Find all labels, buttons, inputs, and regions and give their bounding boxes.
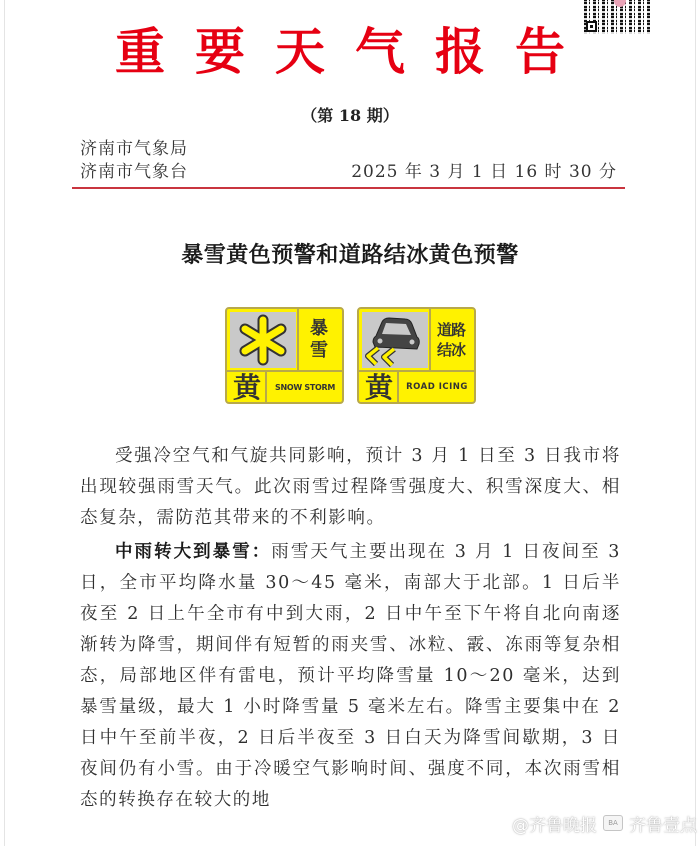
report-title	[110, 20, 570, 84]
warning-type-line: 雪	[310, 340, 328, 361]
skidding-car-icon	[362, 312, 428, 368]
snowflake-icon	[230, 312, 296, 368]
title-char: 要	[195, 22, 245, 81]
paragraph-text: 受强冷空气和气旋共同影响，预计 3 月 1 日至 3 日我市将出现较强雨雪天气。此次雨雪过程降雪强度大、积雪深度大、相态复杂，需防范其带来的不利影响。	[80, 446, 621, 528]
title-char: 天	[275, 22, 325, 81]
watermark-platform: 齐鲁壹点	[629, 815, 697, 836]
warning-type-line: 道路	[436, 321, 465, 339]
forecast-paragraph	[80, 537, 621, 816]
warning-level: 黄	[232, 371, 261, 404]
watermark-badge-icon: BA	[603, 815, 623, 831]
intro-paragraph	[80, 441, 621, 534]
paragraph-text	[80, 537, 621, 816]
agency-observatory: 济南市气象台	[80, 162, 188, 182]
paragraph-body: 雨雪天气主要出现在 3 月 1 日夜间至 3 日，全市平均降水量 30～45 毫米，南部大于北部。1 日后半夜至 2 日上午全市有中到大雨，2 日中午至下午将自北向南逐渐转为降雪，期间伴有短暂的雨夹雪、冰粒、霰、冻雨等复杂相态，局部地区伴有雷电，预计平均降雪量 10～20 毫米，达到暴雪量级，最大 1 小时降雪量 5 毫米左右。降雪主要集中在 2 日中午至前半夜，2 日后半夜至 3 日白天为降雪间歇期，3 日夜间仍有小雪。由于冷暖空气影响时间、强度不同，本次雨雪相态的转换存在较大的地	[80, 542, 621, 810]
warning-level: 黄	[364, 371, 393, 404]
title-char: 告	[515, 22, 565, 81]
snowstorm-warning-icon	[225, 307, 344, 404]
watermark	[512, 810, 697, 836]
title-char: 重	[115, 22, 165, 81]
paragraph-lead: 中雨转大到暴雪：	[115, 542, 272, 562]
warning-heading: 暴雪黄色预警和道路结冰黄色预警	[181, 242, 519, 268]
header-divider	[72, 187, 625, 189]
warning-type-line: 结冰	[436, 341, 465, 359]
qr-finder-pattern	[586, 21, 597, 32]
warning-type-en: ROAD ICING	[406, 382, 468, 392]
qr-logo	[614, 0, 626, 7]
qr-code[interactable]	[584, 0, 650, 34]
title-char: 气	[355, 22, 405, 81]
issue-datetime: 2025 年 3 月 1 日 16 时 30 分	[351, 162, 617, 182]
warning-type-en: SNOW STORM	[274, 383, 335, 392]
watermark-source: @齐鲁晚报	[512, 815, 597, 836]
title-char: 报	[435, 22, 485, 81]
warning-type-cn	[299, 312, 339, 368]
warning-type-line: 暴	[310, 318, 328, 339]
agency-bureau: 济南市气象局	[80, 139, 188, 159]
road-icing-warning-icon	[357, 307, 476, 404]
warning-type-cn	[431, 312, 471, 368]
issue-number: （第 18 期）	[301, 106, 399, 125]
